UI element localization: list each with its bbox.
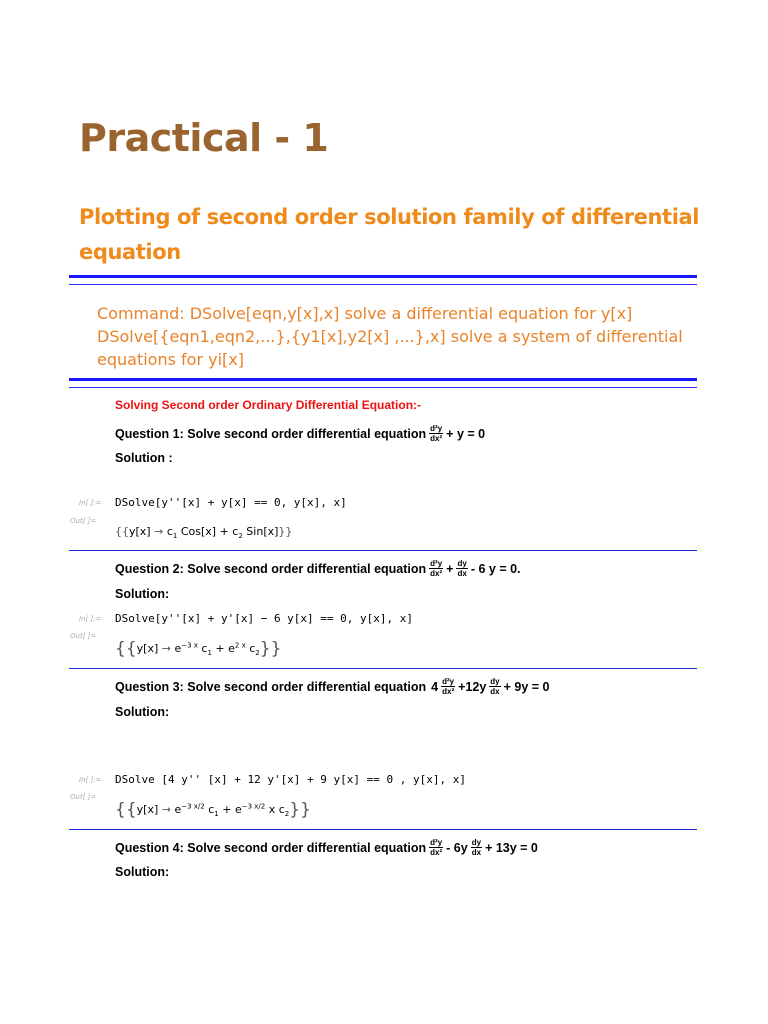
- divider: [69, 387, 697, 388]
- output-label: Out[ ]=: [70, 517, 97, 525]
- input-cell-2[interactable]: DSolve[y''[x] + y'[x] − 6 y[x] == 0, y[x], x]: [115, 612, 414, 625]
- section-heading: Solving Second order Ordinary Differential Equation:-: [115, 398, 422, 412]
- divider: [69, 668, 697, 669]
- output-cell-3: {{$y[x] \to e^{-3 x/2}$ $c_1 + e^{-3 x/2}$ x $c_2$}}: [115, 800, 311, 820]
- fraction-denominator: dx²: [430, 848, 443, 857]
- equation-tail: + 9y = 0: [503, 679, 550, 694]
- input-label: In[ ]:=: [79, 499, 102, 507]
- solution-label: Solution:: [115, 865, 170, 879]
- equation-tail: - 6 y = 0.: [470, 561, 521, 576]
- input-cell-3[interactable]: DSolve [4 y'' [x] + 12 y'[x] + 9 y[x] == 0 , y[x], x]: [115, 773, 466, 786]
- page-subtitle: Plotting of second order solution family of differential equation: [79, 205, 700, 264]
- input-label: In[ ]:=: [79, 776, 102, 784]
- fraction: [441, 677, 455, 696]
- coefficient: 4: [431, 679, 439, 694]
- equation-operator: +: [446, 561, 454, 576]
- output-label: Out[ ]=: [70, 793, 97, 801]
- fraction: [429, 559, 443, 578]
- fraction: [471, 838, 482, 857]
- fraction-numerator: dy: [471, 838, 482, 847]
- question-text: Question 1: Solve second order differential equation: [115, 426, 427, 441]
- fraction-numerator: dy: [490, 677, 500, 686]
- divider: [69, 275, 697, 278]
- fraction: [429, 424, 443, 443]
- fraction-denominator: dx²: [442, 687, 455, 696]
- output-cell-1: {{$y[x] \to c_1$ $Cos[x] + c_2$ Sin[x]}}: [115, 525, 293, 541]
- question-text: Question 4: Solve second order differential equation: [115, 840, 427, 855]
- fraction: [456, 559, 467, 578]
- command-line-3: equations for yi[x]: [97, 350, 244, 369]
- fraction-denominator: dx²: [430, 569, 443, 578]
- input-label: In[ ]:=: [79, 615, 102, 623]
- command-line-2: DSolve[{eqn1,eqn2,...},{y1[x],y2[x] ,...},x] solve a system of differential: [97, 327, 683, 346]
- fraction-denominator: dx: [490, 687, 500, 696]
- divider: [69, 378, 697, 381]
- fraction-denominator: dx²: [430, 434, 443, 443]
- fraction-numerator: d²y: [430, 424, 443, 433]
- question-3: [115, 677, 550, 696]
- question-1: [115, 424, 485, 443]
- question-2: [115, 559, 521, 578]
- output-cell-2: {{$y[x] \to e^{-3 x}$ $c_1 + e^{2 x}$ $c_2$}}: [115, 639, 282, 659]
- solution-label: Solution:: [115, 587, 170, 601]
- question-4: [115, 838, 538, 857]
- input-cell-1[interactable]: DSolve[y''[x] + y[x] == 0, y[x], x]: [115, 496, 347, 509]
- fraction-numerator: d²y: [442, 677, 455, 686]
- solution-label: Solution:: [115, 705, 170, 719]
- equation-operator: - 6y: [446, 840, 468, 855]
- page-title: Practical - 1: [79, 116, 329, 160]
- fraction: [429, 838, 443, 857]
- command-line-1: Command: DSolve[eqn,y[x],x] solve a differential equation for y[x]: [97, 304, 633, 323]
- question-text: Question 2: Solve second order differential equation: [115, 561, 427, 576]
- fraction-numerator: d²y: [430, 838, 443, 847]
- fraction-numerator: d²y: [430, 559, 443, 568]
- fraction-numerator: dy: [457, 559, 467, 568]
- output-label: Out[ ]=: [70, 632, 97, 640]
- fraction-denominator: dx: [471, 848, 482, 857]
- solution-label: Solution :: [115, 451, 173, 465]
- divider: [69, 284, 697, 285]
- equation-operator: +12y: [458, 679, 487, 694]
- divider: [69, 550, 697, 551]
- divider: [69, 829, 697, 830]
- equation-tail: + y = 0: [446, 426, 486, 441]
- fraction: [489, 677, 500, 696]
- fraction-denominator: dx: [457, 569, 467, 578]
- question-text: Question 3: Solve second order differential equation: [115, 679, 427, 694]
- equation-tail: + 13y = 0: [485, 840, 538, 855]
